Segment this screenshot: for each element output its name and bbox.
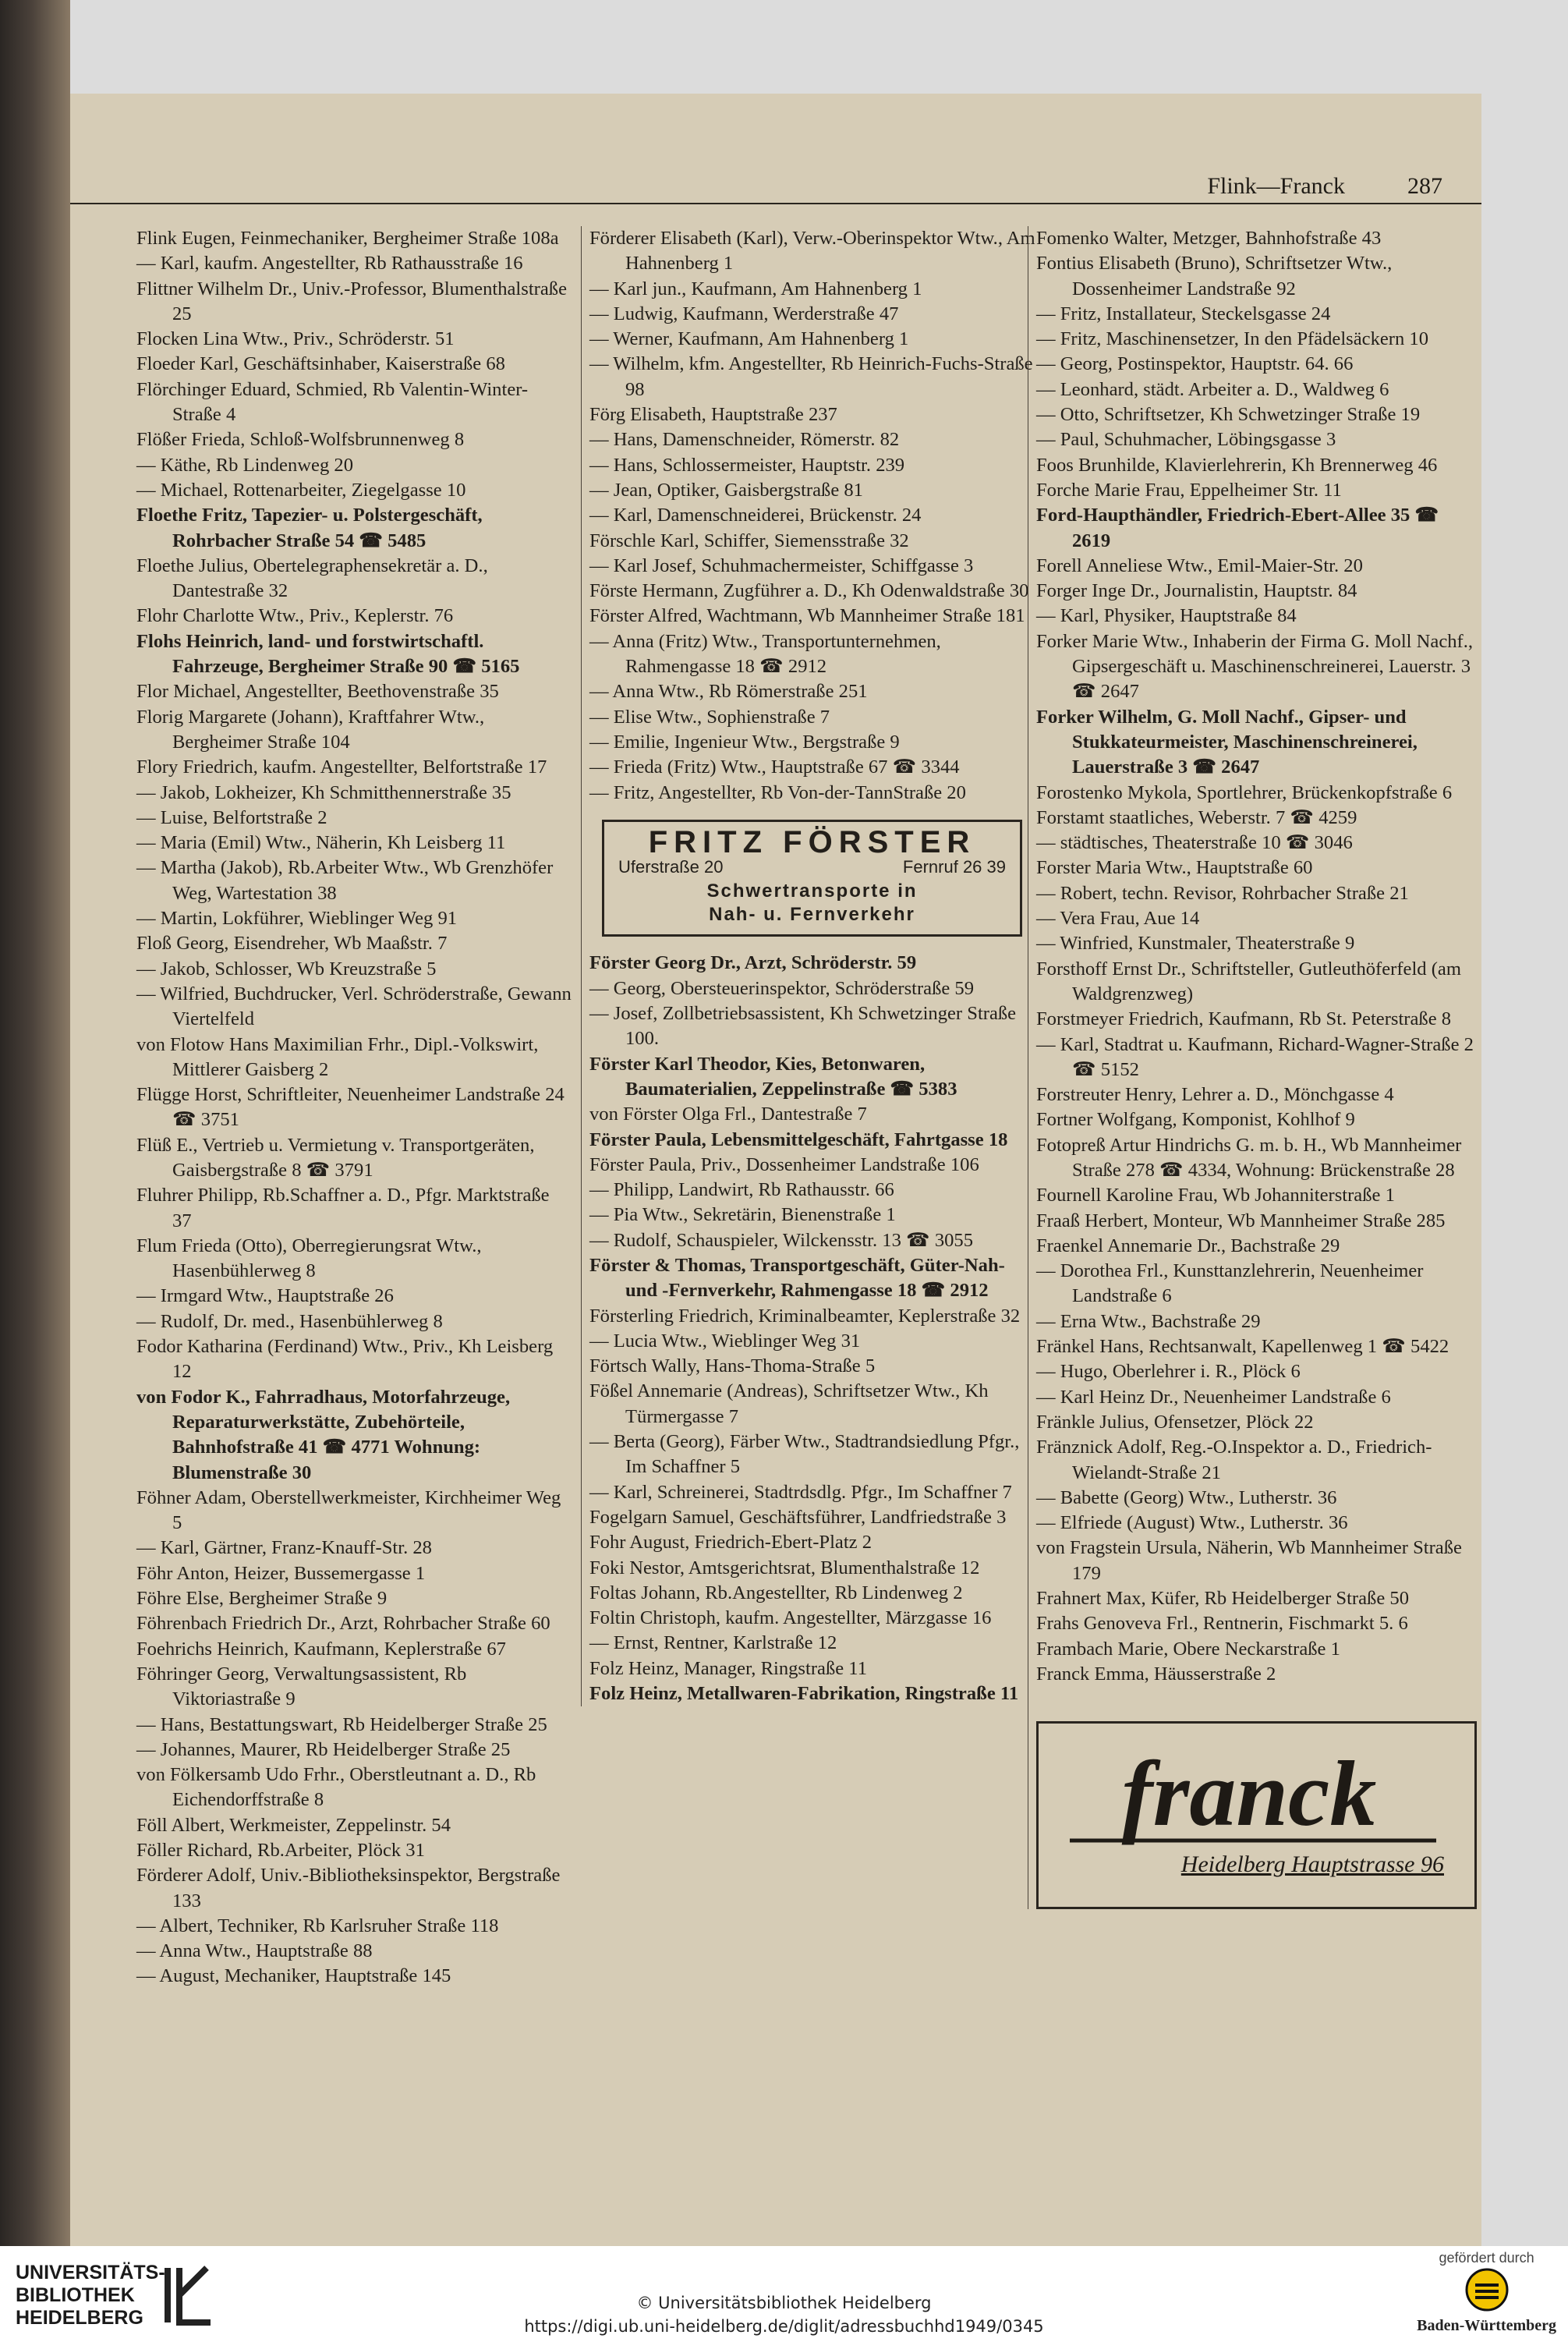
directory-entry: Forsthoff Ernst Dr., Schriftsteller, Gutleuthöferfeld (am Waldgrenzweg)	[1036, 958, 1461, 1004]
directory-entry: Föller Richard, Rb.Arbeiter, Plöck 31	[136, 1840, 425, 1861]
directory-entry: Flohr Charlotte Wtw., Priv., Keplerstr. 76	[136, 605, 454, 627]
directory-entry: — Erna Wtw., Bachstraße 29	[1036, 1310, 1261, 1332]
directory-entry: — Karl, kaufm. Angestellter, Rb Rathausstraße 16	[136, 253, 523, 275]
directory-entry: — Albert, Techniker, Rb Karlsruher Straße 118	[136, 1915, 499, 1936]
directory-entry: Flößer Frieda, Schloß-Wolfsbrunnenweg 8	[136, 429, 465, 451]
ad-title: FRITZ FÖRSTER	[648, 824, 976, 859]
directory-entry: — Pia Wtw., Sekretärin, Bienenstraße 1	[589, 1204, 896, 1226]
footer-bar	[0, 2246, 1568, 2349]
directory-entry: Foltin Christoph, kaufm. Angestellter, Märzgasse 16	[589, 1607, 992, 1629]
directory-entry: Fluhrer Philipp, Rb.Schaffner a. D., Pfgr. Marktstraße 37	[136, 1185, 550, 1231]
directory-entry: Fößel Annemarie (Andreas), Schriftsetzer Wtw., Kh Türmergasse 7	[589, 1380, 989, 1427]
directory-entry: Forche Marie Frau, Eppelheimer Str. 11	[1036, 479, 1342, 501]
directory-entry: — Paul, Schuhmacher, Löbingsgasse 3	[1036, 429, 1336, 451]
directory-entry: Floethe Fritz, Tapezier- u. Polstergeschäft, Rohrbacher Straße 54 ☎ 5485	[136, 505, 483, 551]
library-line-3: HEIDELBERG	[16, 2307, 143, 2329]
directory-entry: — Rudolf, Dr. med., Hasenbühlerweg 8	[136, 1310, 443, 1332]
directory-entry: Fogelgarn Samuel, Geschäftsführer, Landfriedstraße 3	[589, 1506, 1007, 1528]
directory-entry: Floß Georg, Eisendreher, Wb Maaßstr. 7	[136, 933, 448, 955]
directory-entry: Förster Georg Dr., Arzt, Schröderstr. 59	[589, 952, 917, 974]
directory-entry: — Ludwig, Kaufmann, Werderstraße 47	[589, 303, 899, 324]
directory-entry: — Georg, Obersteuerinspektor, Schröderstraße 59	[589, 977, 975, 999]
directory-entry: Förster Paula, Lebensmittelgeschäft, Fahrtgasse 18	[589, 1128, 1008, 1150]
directory-entry: — Michael, Rottenarbeiter, Ziegelgasse 10	[136, 479, 466, 501]
directory-entry: — Berta (Georg), Färber Wtw., Stadtrandsiedlung Pfgr., Im Schaffner 5	[589, 1431, 1020, 1478]
directory-entry: — Anna (Fritz) Wtw., Transportunternehmen, Rahmengasse 18 ☎ 2912	[589, 630, 941, 678]
directory-entry: Föhrenbach Friedrich Dr., Arzt, Rohrbacher Straße 60	[136, 1613, 550, 1635]
directory-entry: — Johannes, Maurer, Rb Heidelberger Straße 25	[136, 1738, 511, 1760]
franck-logo: franck	[1121, 1741, 1377, 1846]
directory-entry: — Vera Frau, Aue 14	[1036, 908, 1200, 930]
directory-entry: Florig Margarete (Johann), Kraftfahrer Wtw., Bergheimer Straße 104	[136, 706, 485, 753]
running-head: Flink—Franck	[1207, 173, 1345, 199]
directory-entry: Förster Karl Theodor, Kies, Betonwaren, Baumaterialien, Zeppelinstraße ☎ 5383	[589, 1053, 957, 1100]
franck-address: Heidelberg Hauptstrasse 96	[1180, 1851, 1444, 1878]
directory-entry: — Käthe, Rb Lindenweg 20	[136, 454, 353, 476]
ad-slogan-1: Schwertransporte in	[706, 880, 918, 902]
directory-entry: — August, Mechaniker, Hauptstraße 145	[136, 1965, 451, 1987]
directory-entry: Flittner Wilhelm Dr., Univ.-Professor, Blumenthalstraße 25	[136, 278, 567, 324]
directory-entry: Förster Alfred, Wachtmann, Wb Mannheimer Straße 181	[589, 605, 1025, 627]
copyright: © Universitätsbibliothek Heidelberg	[636, 2294, 932, 2312]
directory-entry: — Hans, Damenschneider, Römerstr. 82	[589, 429, 900, 451]
directory-entry: Förster Paula, Priv., Dossenheimer Landstraße 106	[589, 1153, 979, 1175]
directory-entry: Ford-Haupthändler, Friedrich-Ebert-Allee 35 ☎ 2619	[1036, 505, 1439, 551]
directory-entry: Fontius Elisabeth (Bruno), Schriftsetzer Wtw., Dossenheimer Landstraße 92	[1036, 253, 1393, 299]
directory-entry: — Georg, Postinspektor, Hauptstr. 64. 66	[1036, 353, 1354, 375]
directory-entry: — Fritz, Installateur, Steckelsgasse 24	[1036, 303, 1331, 324]
directory-entry: von Fragstein Ursula, Näherin, Wb Mannheimer Straße 179	[1036, 1537, 1462, 1584]
directory-entry: — Elise Wtw., Sophienstraße 7	[589, 706, 830, 728]
directory-page	[70, 94, 1481, 2246]
state-name: Baden-Württemberg	[1417, 2317, 1556, 2334]
directory-entry: Förderer Adolf, Univ.-Bibliotheksinspektor, Bergstraße 133	[136, 1865, 561, 1911]
directory-entry: — Dorothea Frl., Kunsttanzlehrerin, Neuenheimer Landstraße 6	[1036, 1260, 1424, 1307]
directory-entry: Fotopreß Artur Hindrichs G. m. b. H., Wb Mannheimer Straße 278 ☎ 4334, Wohnung: Brückenstraße 28	[1036, 1134, 1462, 1181]
directory-entry: Floethe Julius, Obertelegraphensekretär a. D., Dantestraße 32	[136, 554, 488, 602]
directory-entry: Föhner Adam, Oberstellwerkmeister, Kirchheimer Weg 5	[136, 1486, 561, 1534]
directory-entry: Foehrichs Heinrich, Kaufmann, Keplerstraße 67	[136, 1638, 506, 1660]
directory-entry: — Jean, Optiker, Gaisbergstraße 81	[589, 479, 863, 501]
directory-entry: — Babette (Georg) Wtw., Lutherstr. 36	[1036, 1486, 1337, 1508]
directory-entry: Foki Nestor, Amtsgerichtsrat, Blumenthalstraße 12	[589, 1557, 980, 1578]
funding-note	[1417, 2250, 1556, 2335]
directory-entry: Foos Brunhilde, Klavierlehrerin, Kh Brennerweg 46	[1036, 454, 1438, 476]
footer-center	[0, 2291, 1568, 2338]
directory-entry: — Winfried, Kunstmaler, Theaterstraße 9	[1036, 933, 1355, 955]
directory-entry: — Anna Wtw., Rb Römerstraße 251	[589, 681, 868, 703]
directory-entry: Forstmeyer Friedrich, Kaufmann, Rb St. Peterstraße 8	[1036, 1008, 1452, 1030]
directory-entry: — Martha (Jakob), Rb.Arbeiter Wtw., Wb Grenzhöfer Weg, Wartestation 38	[136, 857, 554, 904]
page-number: 287	[1407, 173, 1442, 199]
directory-entry: Fränkel Hans, Rechtsanwalt, Kapellenweg 1 ☎ 5422	[1036, 1336, 1449, 1358]
directory-entry: Flügge Horst, Schriftleiter, Neuenheimer Landstraße 24 ☎ 3751	[136, 1084, 565, 1131]
directory-entry: Folz Heinz, Manager, Ringstraße 11	[589, 1657, 867, 1679]
state-crest-icon	[1464, 2266, 1510, 2313]
library-line-1: UNIVERSITÄTS-	[16, 2262, 165, 2283]
directory-entry: Fränznick Adolf, Reg.-O.Inspektor a. D., Friedrich-Wielandt-Straße 21	[1036, 1437, 1432, 1483]
directory-entry: Forell Anneliese Wtw., Emil-Maier-Str. 20	[1036, 554, 1363, 576]
directory-entry: — Jakob, Schlosser, Wb Kreuzstraße 5	[136, 958, 437, 980]
directory-entry: Frahs Genoveva Frl., Rentnerin, Fischmarkt 5. 6	[1036, 1613, 1408, 1635]
directory-entry: Föhr Anton, Heizer, Bussemergasse 1	[136, 1562, 426, 1584]
directory-entry: Föhre Else, Bergheimer Straße 9	[136, 1588, 388, 1610]
directory-entry: — Josef, Zollbetriebsassistent, Kh Schwetzinger Straße 100.	[589, 1003, 1017, 1050]
library-line-2: BIBLIOTHEK	[16, 2284, 135, 2306]
directory-entry: Förschle Karl, Schiffer, Siemensstraße 32	[589, 530, 909, 551]
directory-entry: Fraenkel Annemarie Dr., Bachstraße 29	[1036, 1235, 1340, 1256]
directory-entry: — Karl, Schreinerei, Stadtrdsdlg. Pfgr., Im Schaffner 7	[589, 1481, 1012, 1503]
directory-entry: — Hans, Schlossermeister, Hauptstr. 239	[589, 454, 905, 476]
directory-entry: von Flotow Hans Maximilian Frhr., Dipl.-Volkswirt, Mittlerer Gaisberg 2	[136, 1033, 539, 1080]
directory-entry: — Karl, Gärtner, Franz-Knauff-Str. 28	[136, 1537, 432, 1559]
directory-entry: — Jakob, Lokheizer, Kh Schmitthennerstraße 35	[136, 781, 511, 803]
directory-entry: — Wilhelm, kfm. Angestellter, Rb Heinrich-Fuchs-Straße 98	[589, 353, 1033, 400]
directory-entry: Fournell Karoline Frau, Wb Johanniterstraße 1	[1036, 1185, 1395, 1206]
directory-entry: Frambach Marie, Obere Neckarstraße 1	[1036, 1638, 1340, 1660]
directory-entry: — Robert, techn. Revisor, Rohrbacher Straße 21	[1036, 882, 1409, 904]
directory-entry: Foltas Johann, Rb.Angestellter, Rb Lindenweg 2	[589, 1582, 963, 1603]
directory-entry: Flohs Heinrich, land- und forstwirtschaftl. Fahrzeuge, Bergheimer Straße 90 ☎ 5165	[136, 630, 520, 678]
directory-entry: Forker Wilhelm, G. Moll Nachf., Gipser- und Stukkateurmeister, Maschinenschreinerei, Lauerstraße 3 ☎ 2647	[1036, 706, 1418, 778]
directory-entry: — Anna Wtw., Hauptstraße 88	[136, 1940, 373, 1962]
directory-entry: Forger Inge Dr., Journalistin, Hauptstr. 84	[1036, 580, 1357, 602]
directory-entry: Floeder Karl, Geschäftsinhaber, Kaiserstraße 68	[136, 353, 505, 375]
directory-entry: Flink Eugen, Feinmechaniker, Bergheimer Straße 108a	[136, 228, 559, 249]
directory-entry: Fränkle Julius, Ofensetzer, Plöck 22	[1036, 1411, 1314, 1433]
franck-logo-graphic	[1039, 1724, 1460, 1902]
ad-fritz-forster	[602, 820, 1022, 937]
directory-entry: — Frieda (Fritz) Wtw., Hauptstraße 67 ☎ 3344	[589, 756, 960, 778]
directory-entry: — Karl, Damenschneiderei, Brückenstr. 24	[589, 505, 922, 526]
directory-entry: Forostenko Mykola, Sportlehrer, Brückenkopfstraße 6	[1036, 781, 1453, 803]
column-3	[1028, 226, 1477, 1909]
directory-entry: — Ernst, Rentner, Karlstraße 12	[589, 1632, 837, 1654]
directory-entry: Flum Frieda (Otto), Oberregierungsrat Wtw., Hasenbühlerweg 8	[136, 1235, 482, 1282]
funded-by: gefördert durch	[1439, 2250, 1534, 2266]
directory-entry: — Maria (Emil) Wtw., Näherin, Kh Leisberg 11	[136, 832, 506, 854]
directory-entry: Förster & Thomas, Transportgeschäft, Güter-Nah- und -Fernverkehr, Rahmengasse 18 ☎ 2912	[589, 1254, 1005, 1302]
directory-entry: — Karl Josef, Schuhmachermeister, Schiffgasse 3	[589, 554, 974, 576]
directory-entry: — Irmgard Wtw., Hauptstraße 26	[136, 1285, 394, 1307]
directory-entry: Franck Emma, Häusserstraße 2	[1036, 1663, 1276, 1685]
directory-entry: — Luise, Belfortstraße 2	[136, 806, 327, 828]
directory-entry: — Hugo, Oberlehrer i. R., Plöck 6	[1036, 1361, 1301, 1383]
directory-entry: — Werner, Kaufmann, Am Hahnenberg 1	[589, 328, 909, 350]
directory-entry: — städtisches, Theaterstraße 10 ☎ 3046	[1036, 832, 1353, 854]
directory-entry: Föll Albert, Werkmeister, Zeppelinstr. 54	[136, 1814, 451, 1836]
directory-entry: — Fritz, Maschinensetzer, In den Pfädelsäckern 10	[1036, 328, 1429, 350]
page-header	[70, 165, 1481, 204]
directory-entry: — Philipp, Landwirt, Rb Rathausstr. 66	[589, 1179, 894, 1201]
directory-entry: Fohr August, Friedrich-Ebert-Platz 2	[589, 1532, 872, 1554]
directory-entry: — Hans, Bestattungswart, Rb Heidelberger Straße 25	[136, 1713, 547, 1735]
directory-entry: — Otto, Schriftsetzer, Kh Schwetzinger Straße 19	[1036, 404, 1421, 426]
directory-entry: — Leonhard, städt. Arbeiter a. D., Waldweg 6	[1036, 378, 1389, 400]
directory-entry: Fraaß Herbert, Monteur, Wb Mannheimer Straße 285	[1036, 1210, 1446, 1231]
directory-entry: Frahnert Max, Küfer, Rb Heidelberger Straße 50	[1036, 1588, 1409, 1610]
directory-entry: Fodor Katharina (Ferdinand) Wtw., Priv., Kh Leisberg 12	[136, 1336, 554, 1383]
directory-entry: — Wilfried, Buchdrucker, Verl. Schröderstraße, Gewann Viertelfeld	[136, 983, 572, 1030]
permalink[interactable]: https://digi.ub.uni-heidelberg.de/diglit/adressbuchhd1949/0345	[524, 2317, 1044, 2336]
directory-entry: — Karl, Stadtrat u. Kaufmann, Richard-Wagner-Straße 2 ☎ 5152	[1036, 1033, 1474, 1080]
directory-entry: von Förster Olga Frl., Dantestraße 7	[589, 1104, 867, 1125]
directory-entry: Förtsch Wally, Hans-Thoma-Straße 5	[589, 1355, 876, 1377]
column-2	[581, 226, 1038, 1706]
ad-address: Uferstraße 20	[618, 857, 724, 877]
directory-entry: Flory Friedrich, kaufm. Angestellter, Belfortstraße 17	[136, 756, 547, 778]
directory-entry: — Rudolf, Schauspieler, Wilckensstr. 13 ☎ 3055	[589, 1229, 974, 1251]
directory-entry: Flüß E., Vertrieb u. Vermietung v. Transportgeräten, Gaisbergstraße 8 ☎ 3791	[136, 1134, 535, 1181]
ad-slogan-2: Nah- u. Fernverkehr	[709, 904, 915, 926]
directory-entry: — Emilie, Ingenieur Wtw., Bergstraße 9	[589, 731, 900, 753]
directory-entry: Fortner Wolfgang, Komponist, Kohlhof 9	[1036, 1109, 1355, 1131]
directory-entry: Försterling Friedrich, Kriminalbeamter, Keplerstraße 32	[589, 1305, 1021, 1327]
directory-entry: Förg Elisabeth, Hauptstraße 237	[589, 404, 837, 426]
ad-franck	[1036, 1721, 1477, 1909]
directory-entry: Förste Hermann, Zugführer a. D., Kh Odenwaldstraße 30	[589, 580, 1029, 602]
directory-entry: — Karl Heinz Dr., Neuenheimer Landstraße 6	[1036, 1386, 1391, 1408]
directory-entry: — Karl jun., Kaufmann, Am Hahnenberg 1	[589, 278, 922, 299]
column-1	[136, 226, 573, 1989]
directory-entry: Flörchinger Eduard, Schmied, Rb Valentin-Winter-Straße 4	[136, 378, 529, 426]
directory-entry: — Elfriede (August) Wtw., Lutherstr. 36	[1036, 1512, 1348, 1534]
directory-entry: Forstamt staatliches, Weberstr. 7 ☎ 4259	[1036, 806, 1357, 828]
directory-entry: — Karl, Physiker, Hauptstraße 84	[1036, 605, 1297, 627]
directory-entry: Föhringer Georg, Verwaltungsassistent, Rb Viktoriastraße 9	[136, 1663, 467, 1710]
ad-phone: Fernruf 26 39	[902, 857, 1006, 877]
directory-entry: — Fritz, Angestellter, Rb Von-der-TannStraße 20	[589, 781, 966, 803]
directory-entry: Folz Heinz, Metallwaren-Fabrikation, Ringstraße 11	[589, 1683, 1019, 1705]
directory-entry: — Martin, Lokführer, Wieblinger Weg 91	[136, 908, 458, 930]
directory-entry: Forstreuter Henry, Lehrer a. D., Mönchgasse 4	[1036, 1084, 1394, 1106]
directory-entry: Forster Maria Wtw., Hauptstraße 60	[1036, 857, 1313, 879]
directory-entry: Forker Marie Wtw., Inhaberin der Firma G. Moll Nachf., Gipsergeschäft u. Maschinenschreinerei, Lauerstr. 3 ☎ 2647	[1036, 630, 1474, 703]
directory-entry: von Fölkersamb Udo Frhr., Oberstleutnant a. D., Rb Eichendorffstraße 8	[136, 1764, 536, 1811]
directory-entry: Flocken Lina Wtw., Priv., Schröderstr. 51	[136, 328, 455, 350]
directory-entry: Förderer Elisabeth (Karl), Verw.-Oberinspektor Wtw., Am Hahnenberg 1	[589, 228, 1035, 275]
book-spine	[0, 0, 70, 2246]
directory-entry: — Lucia Wtw., Wieblinger Weg 31	[589, 1330, 861, 1352]
directory-entry: Fomenko Walter, Metzger, Bahnhofstraße 43	[1036, 228, 1382, 249]
directory-entry: Flor Michael, Angestellter, Beethovenstraße 35	[136, 681, 499, 703]
directory-entry: von Fodor K., Fahrradhaus, Motorfahrzeuge, Reparaturwerkstätte, Zubehörteile, Bahnhofstraße 41 ☎ 4771 Wohnung: Blumenstraße 30	[136, 1386, 511, 1483]
